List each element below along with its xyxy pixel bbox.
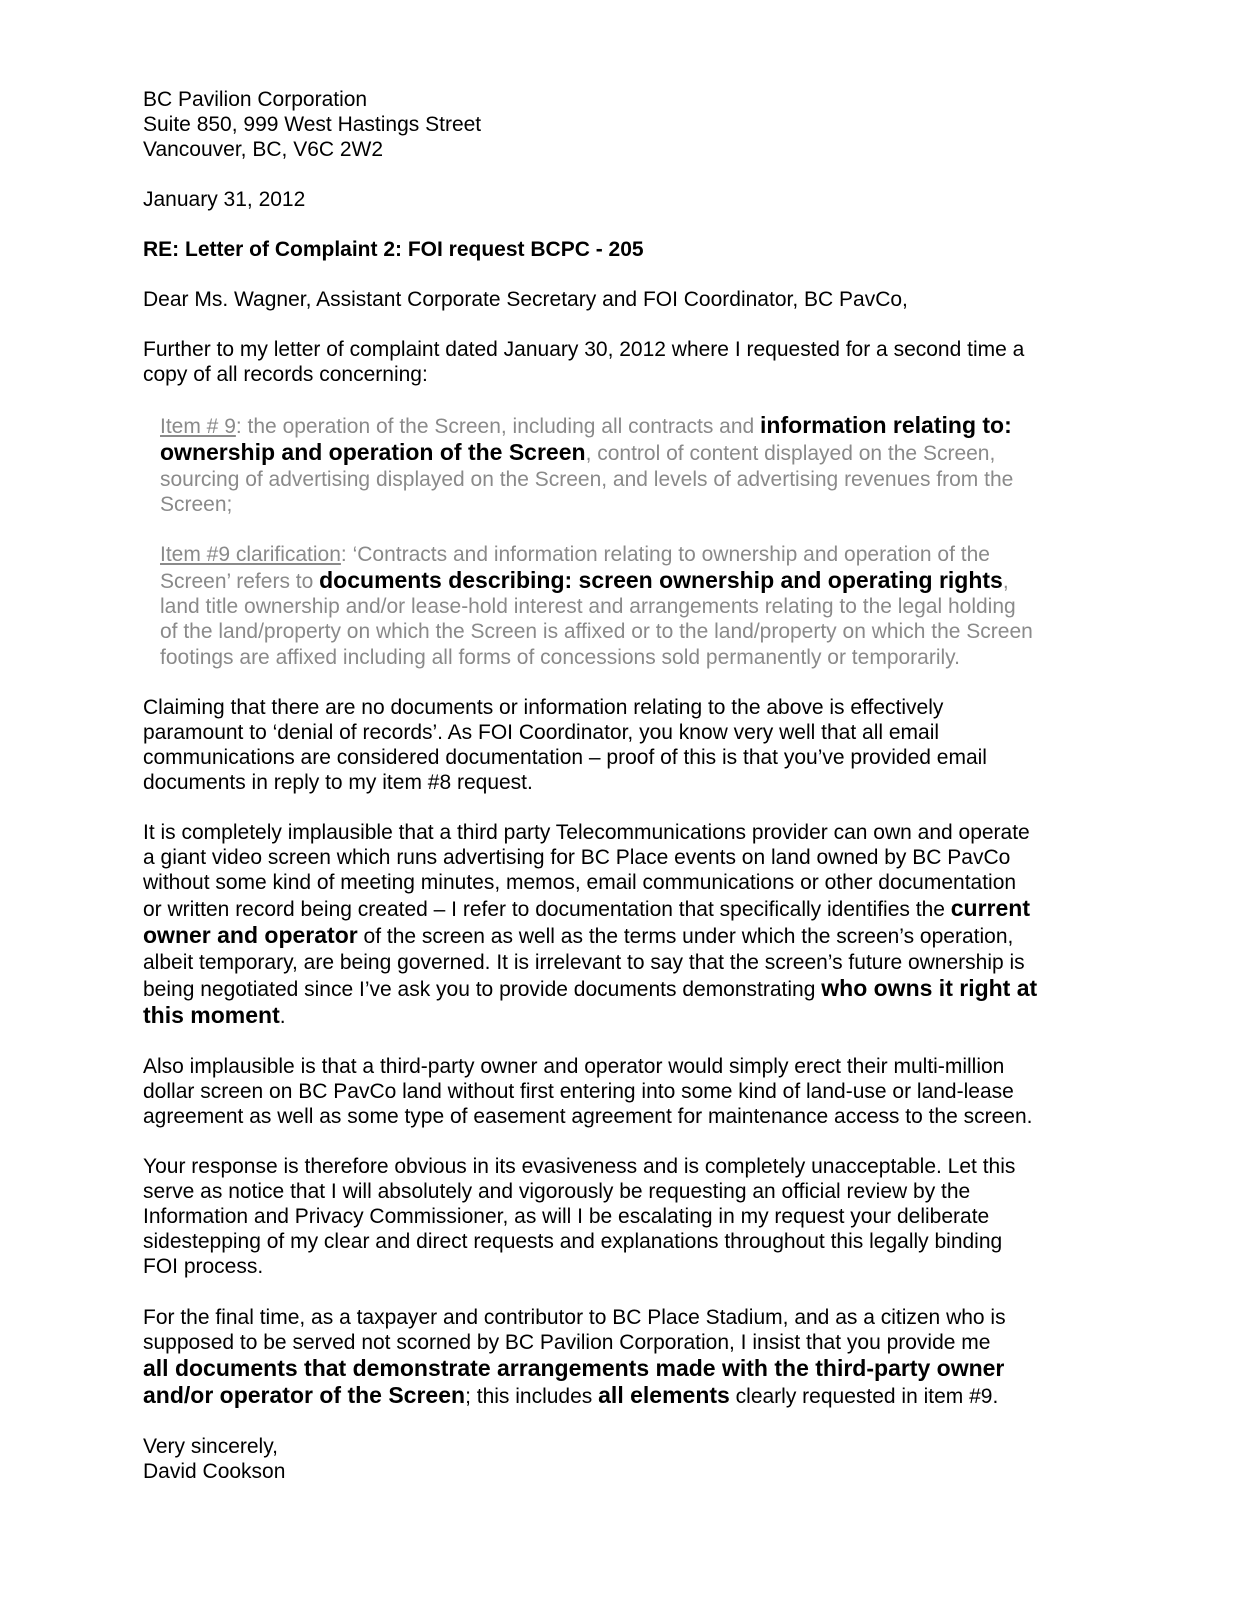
paragraph-line: or written record being created – I refer to documentation that specifically identifies the current — [143, 895, 1031, 921]
intro-line: Further to my letter of complaint dated January 30, 2012 where I requested for a second time a — [143, 338, 1025, 361]
recipient-street: Suite 850, 999 West Hastings Street — [143, 113, 482, 136]
paragraph-line: albeit temporary, are being governed. It is irrelevant to say that the screen’s future ownership is — [143, 951, 1025, 974]
paragraph-line: For the final time, as a taxpayer and contributor to BC Place Stadium, and as a citizen who is — [143, 1306, 1006, 1329]
item9-label: Item # 9 — [160, 415, 236, 438]
emphasis-text: who owns it right at — [821, 975, 1038, 1001]
letter-date: January 31, 2012 — [143, 188, 306, 211]
emphasis-text: all documents that demonstrate arrangements made with the third-party owner — [143, 1355, 1005, 1381]
item9-emphasis: information relating to: — [760, 412, 1012, 438]
item9-line: Screen; — [160, 493, 233, 516]
paragraph-line: being negotiated since I’ve ask you to provide documents demonstrating who owns it right at — [143, 975, 1038, 1001]
item9-emphasis: ownership and operation of the Screen — [160, 439, 586, 465]
signer-name: David Cookson — [143, 1460, 286, 1483]
sign-off: Very sincerely, — [143, 1435, 278, 1458]
paragraph-line: a giant video screen which runs advertising for BC Place events on land owned by BC PavCo — [143, 846, 1011, 869]
clarification-line: footings are affixed including all forms of concessions sold permanently or temporarily. — [160, 646, 960, 669]
paragraph-line: communications are considered documentation – proof of this is that you’ve provided email — [143, 746, 987, 769]
emphasis-text: this moment — [143, 1002, 280, 1028]
emphasis-text: and/or operator of the Screen — [143, 1382, 466, 1408]
paragraph-line: dollar screen on BC PavCo land without first entering into some kind of land-use or land-lease — [143, 1080, 1014, 1103]
paragraph-line: agreement as well as some type of easement agreement for maintenance access to the screen. — [143, 1105, 1033, 1128]
clarification-emphasis: documents describing: screen ownership and operating rights — [319, 567, 1003, 593]
paragraph-line: Also implausible is that a third-party owner and operator would simply erect their multi-million — [143, 1055, 1005, 1078]
paragraph-line: It is completely implausible that a third party Telecommunications provider can own and operate — [143, 821, 1030, 844]
paragraph-line: documents in reply to my item #8 request. — [143, 771, 533, 794]
subject-line: RE: Letter of Complaint 2: FOI request BCPC - 205 — [143, 238, 644, 261]
item9-line: ownership and operation of the Screen, control of content displayed on the Screen, — [160, 439, 996, 465]
emphasis-text: all elements — [598, 1382, 730, 1408]
paragraph-line: sidestepping of my clear and direct requests and explanations throughout this legally binding — [143, 1230, 1003, 1253]
clarification-line: of the land/property on which the Screen is affixed or to the land/property on which the Screen — [160, 620, 1033, 643]
paragraph-line: paramount to ‘denial of records’. As FOI Coordinator, you know very well that all email — [143, 721, 940, 744]
clarification-line: Screen’ refers to documents describing: screen ownership and operating rights, — [160, 567, 1009, 593]
paragraph-line: and/or operator of the Screen; this includes all elements clearly requested in item #9. — [143, 1382, 999, 1408]
paragraph-line: Your response is therefore obvious in its evasiveness and is completely unacceptable. Let this — [143, 1155, 1016, 1178]
paragraph-line: owner and operator of the screen as well as the terms under which the screen’s operation, — [143, 922, 1014, 948]
paragraph-line: supposed to be served not scorned by BC Pavilion Corporation, I insist that you provide me — [143, 1331, 991, 1354]
item9-line: Item # 9: the operation of the Screen, including all contracts and information relating to: — [160, 412, 1012, 438]
intro-line: copy of all records concerning: — [143, 363, 428, 386]
clarification-line: Item #9 clarification: ‘Contracts and information relating to ownership and operation of the — [160, 543, 990, 566]
recipient-name: BC Pavilion Corporation — [143, 88, 368, 111]
emphasis-text: current — [950, 895, 1031, 921]
clarification-line: land title ownership and/or lease-hold interest and arrangements relating to the legal holding — [160, 595, 1016, 618]
item9-line: sourcing of advertising displayed on the Screen, and levels of advertising revenues from the — [160, 468, 1014, 491]
paragraph-line: without some kind of meeting minutes, memos, email communications or other documentation — [143, 871, 1017, 894]
paragraph-line: this moment. — [143, 1002, 286, 1028]
paragraph-line: serve as notice that I will absolutely and vigorously be requesting an official review by the — [143, 1180, 971, 1203]
clarification-label: Item #9 clarification — [160, 543, 341, 566]
emphasis-text: owner and operator — [143, 922, 358, 948]
paragraph-line: FOI process. — [143, 1255, 264, 1278]
recipient-city: Vancouver, BC, V6C 2W2 — [143, 138, 384, 161]
salutation: Dear Ms. Wagner, Assistant Corporate Secretary and FOI Coordinator, BC PavCo, — [143, 288, 908, 311]
paragraph-line: Claiming that there are no documents or information relating to the above is effectively — [143, 696, 944, 719]
paragraph-line: Information and Privacy Commissioner, as will I be escalating in my request your deliberate — [143, 1205, 990, 1228]
